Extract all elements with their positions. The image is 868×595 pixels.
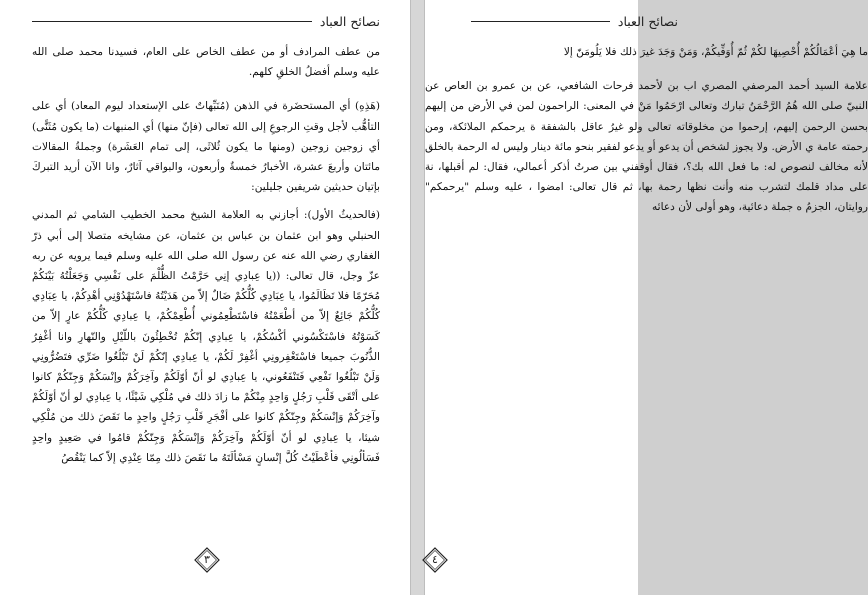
left-page-body xyxy=(32,42,380,476)
left-page-header-title: نصائح العباد xyxy=(319,14,380,29)
left-paragraph-2: (هَذِهِ) أي المستحضَرة في الذهن (مُنَبِّهاتٌ على الإستعداد ليوم المعاد) أي على التأهُّب لأجل وقتِ الرجوعِ إلى الله تعالى (فإنّ منها) أي المنبهات (ما يكون مُثَنًّى) أي زوجين زوجين (ومنها ما يكون ثُلاثَى، إلى تمام العَشَرة) وجملةُ المقالات مائتان وأربعَ عشرة، الأخبارُ خمسةٌ وأربعون، والبواقي آثارٌ، وانا الآن أريد التبركَ بإتيان حديثين شريفين جليلين: xyxy=(32,100,380,194)
left-page-header-rule xyxy=(32,21,312,23)
left-page-number-text: ٣ xyxy=(204,553,210,566)
book-gutter xyxy=(410,0,425,595)
left-page xyxy=(0,0,410,595)
right-page-header-rule xyxy=(471,21,610,23)
left-page-header xyxy=(32,14,380,29)
right-page xyxy=(425,0,868,595)
right-page-body xyxy=(425,42,868,226)
right-page-header-title: نصائح العباد xyxy=(617,14,678,29)
right-page-number xyxy=(421,546,449,574)
right-page-header xyxy=(471,14,678,29)
left-page-number xyxy=(193,546,221,574)
right-paragraph-2: علامة السيد أحمد المرصفي المصري اب بن لأحمد فرحات الشافعي، عن بن عمرو بن العاص عن النبيّ صلى الله هُمُ الرَّحْمَنُ تبارك وتعالى ارْحَمُوا مَنْ في المعنى: الراحمون لمن في الأرض من إليهم بحسن الرحمن إليهم، إرحموا من مخلوقاته تعالى ولو غيرُ عاقل بالشفقة ة يرحمكم الملائكة، ومن رحمته عامة ي الأرض. ولا يجوز لشخص أن يدعو أو يدعو لفقير بنحو مائة دينار وليس له الرحمة بالخلق لأنه مخالف لنصوص له: ما فعل الله بك؟، فقال أوقفني بين صرتُ أذكر أعمالي، فقال: لم أقبلها، نة على مداد قلمك لتشرب منه وأنت نظها رحمة بها، ثم قال تعالى: امضوا ، عليه وسلم "يرحمكم" روايتان، الجزمُ ه جملة دعائية، وهو أولى لأن دعائه xyxy=(425,80,868,214)
right-paragraph-1: ما هِيَ أعْمَالُكُمْ أُحْصِيهَا لكُمْ ثُمّ أُوَفِّيكُمْ، وَمَنْ وَجَدَ غيرَ ذلك فلا يَلُومَنّ إلا xyxy=(563,46,868,58)
left-paragraph-3: (فالحديثُ الأول): أجازني به العلامة الشيخ محمد الخطيب الشامي ثم المدني الحنبلي وهو ابن عثمان بن عباس بن عثمان، عن مشايخه متصلا إلى أبي ذرّ الغفاري رضي الله عنه عن رسول الله صلى الله عليه وسلم فيما يرويه عن ربه عزّ وجل، قال تعالى: ((يا عِبادِي إنِي حَرَّمْتُ الظُّلْمَ على نَفْسِي وَجَعَلْتُهُ بَيْنَكُمْ مُحَرّمًا فلا تَظَالَمُوا، يا عِبَادِي كُلُّكُمْ ضَالٌ إلاّ من هَدَيْتُهُ فاسْتَهْدُوْنِي أهْدِكُمْ، يا عِبَادِي كُلُّكُمْ جَائِعٌ إلاّ من أطْعَمْتُهُ فاسْتَطْعِمُوني أُطْعِمْكُمْ، يا عِبادِي كُلُّكُمْ عارٍ إلاّ من كَسَوْتُهُ فاسْتَكْسُوني أكْسُكُمْ، يا عِبادِي إنّكُمْ تُخْطِئُونَ باللّيْلِ والنّهارِ وانا أغْفِرُ الذُّنُوبَ جميعا فاسْتَغْفِرونِي أغْفِرْ لَكُمْ، يا عِبادِي إنّكُمْ لَنْ تَبْلُغُوا ضَرِّي فتَضُرُّونِي وَلَنْ تَبْلُغُوا نَفْعِي فَتَنْفَعُوني، يا عِبادِي لو أنّ أوّلَكُمْ وآخِرَكُمْ وإنْسَكُمْ وَجِنّكُمْ كانوا على أتْقَى قَلْبِ رَجُلٍ وَاحِدٍ مِنْكُمْ ما زادَ ذلك في مُلْكِي شَيْئًا، يا عِبادِي لو أنّ أوّلَكُمْ وآخِرَكُمْ وَإنْسَكُمْ وجِنّكُمْ كانوا على أفْجَرِ قَلْبِ رَجُلٍ واحِدٍ ما نَقَصَ ذلك من مُلْكِي شيئا، يا عِبادِي لو أنّ أوّلَكُمْ وآخِرَكُمْ وَإنْسَكُمْ وَجِنّكُمْ قامُوا في صَعِيدٍ واحِدٍ فَسَألُونِي فأعْطَيْتُ كُلَّ إنْسانٍ مَسْألَتَهُ ما نَقَصَ ذلك مِمّا عِنْدِي إلاّ كما يَنْقُصُ xyxy=(32,209,380,464)
right-page-number-text: ٤ xyxy=(432,553,438,566)
left-paragraph-1: من عطف المرادف أو من عطف الخاص على العام، فسيدنا محمد صلى الله عليه وسلم أفضلُ الخلقِ كلهم. xyxy=(32,46,380,79)
